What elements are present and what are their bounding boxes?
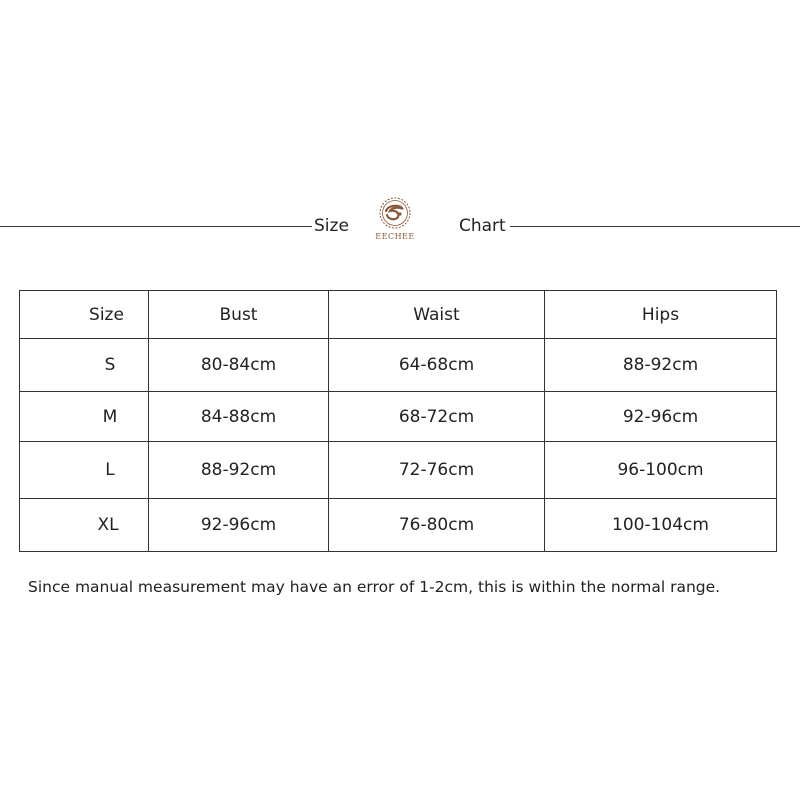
cell-bust: 84-88cm xyxy=(149,392,329,442)
table-row xyxy=(20,392,777,442)
cell-hips: 100-104cm xyxy=(545,499,777,552)
cell-waist: 76-80cm xyxy=(329,499,545,552)
brand-logo xyxy=(372,194,418,246)
cell-size: L xyxy=(20,442,149,499)
table-header-row xyxy=(20,291,777,339)
cell-waist: 72-76cm xyxy=(329,442,545,499)
cell-size: M xyxy=(20,392,149,442)
title-rule-right xyxy=(510,226,800,227)
cell-bust: 80-84cm xyxy=(149,339,329,392)
header-size: Size xyxy=(20,291,149,339)
table-row xyxy=(20,499,777,552)
cell-waist: 64-68cm xyxy=(329,339,545,392)
title-rule-left xyxy=(0,226,312,227)
brand-logo-icon xyxy=(372,194,418,246)
svg-text:EECHEE: EECHEE xyxy=(375,232,415,241)
cell-size: S xyxy=(20,339,149,392)
header-hips: Hips xyxy=(545,291,777,339)
cell-hips: 96-100cm xyxy=(545,442,777,499)
size-chart-table xyxy=(19,290,777,552)
table-row xyxy=(20,339,777,392)
table-row xyxy=(20,442,777,499)
cell-size: XL xyxy=(20,499,149,552)
cell-bust: 92-96cm xyxy=(149,499,329,552)
header-waist: Waist xyxy=(329,291,545,339)
cell-bust: 88-92cm xyxy=(149,442,329,499)
cell-hips: 88-92cm xyxy=(545,339,777,392)
title-size: Size xyxy=(314,216,349,236)
cell-waist: 68-72cm xyxy=(329,392,545,442)
cell-hips: 92-96cm xyxy=(545,392,777,442)
title-chart: Chart xyxy=(459,216,506,236)
measurement-note: Since manual measurement may have an error of 1-2cm, this is within the normal range. xyxy=(28,578,721,596)
header-bust: Bust xyxy=(149,291,329,339)
